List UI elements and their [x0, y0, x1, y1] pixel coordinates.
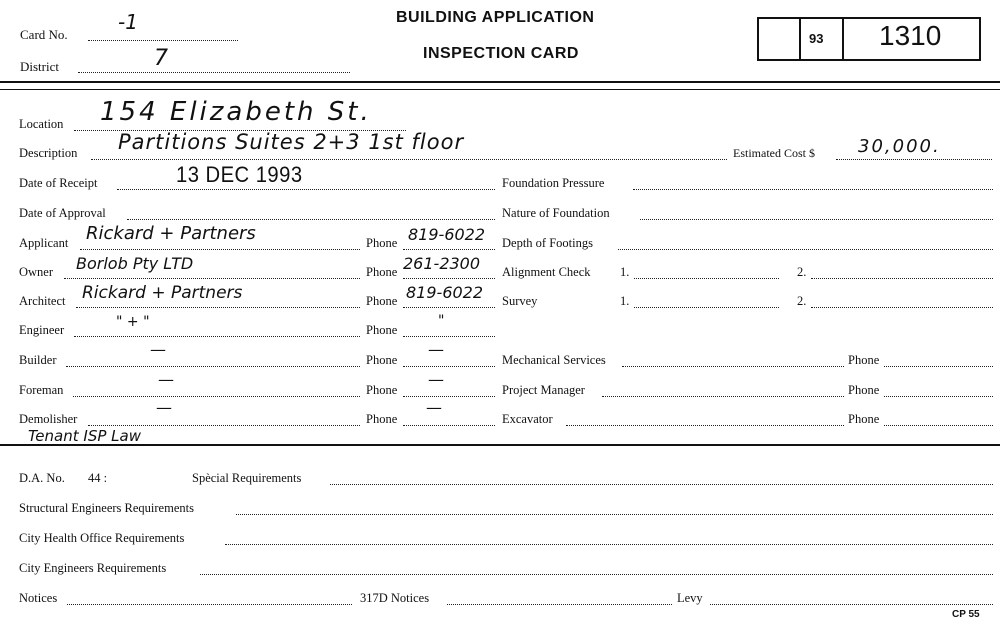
notices-317d-label: 317D Notices: [360, 591, 430, 605]
description-value: Partitions Suites 2+3 1st floor: [118, 130, 465, 154]
date-of-receipt-value: 13 DEC 1993: [176, 162, 303, 187]
alignment-check-label: Alignment Check: [502, 265, 591, 279]
district-line: [78, 72, 350, 73]
location-value: 154 Elizabeth St.: [100, 97, 372, 127]
alignment-check-line-2: [811, 278, 993, 279]
city-health-line: [225, 544, 993, 545]
survey-line-1: [634, 307, 779, 308]
project-manager-label: Project Manager: [502, 383, 585, 397]
header-divider-2: [0, 89, 1000, 90]
depth-of-footings-line: [618, 249, 993, 250]
city-engineers-label: City Engineers Requirements: [19, 561, 167, 575]
demolisher-label: Demolisher: [19, 412, 78, 426]
foreman-line: [73, 396, 360, 397]
card-no-line: [88, 40, 238, 41]
title-line-2: INSPECTION CARD: [423, 45, 579, 62]
box-number: 1310: [879, 20, 942, 51]
tenant-note: Tenant ISP Law: [28, 427, 141, 445]
engineer-phone-label: Phone: [366, 323, 398, 337]
estimated-cost-label: Estimated Cost $: [733, 146, 815, 160]
special-requirements-line: [330, 484, 993, 485]
notices-line: [67, 604, 352, 605]
owner-phone-value: 261-2300: [403, 254, 481, 273]
title-line-1: BUILDING APPLICATION: [396, 9, 595, 26]
architect-label: Architect: [19, 294, 66, 308]
demolisher-value: —: [156, 398, 172, 417]
foundation-pressure-line: [633, 189, 993, 190]
engineer-line: [74, 336, 360, 337]
applicant-line: [80, 249, 360, 250]
nature-of-foundation-label: Nature of Foundation: [502, 206, 610, 220]
builder-phone-line: [403, 366, 495, 367]
da-no-label: D.A. No.: [19, 471, 65, 485]
survey-num2: 2.: [797, 294, 807, 308]
foreman-phone-label: Phone: [366, 383, 398, 397]
owner-label: Owner: [19, 265, 54, 279]
levy-label: Levy: [677, 591, 703, 605]
nature-of-foundation-line: [640, 219, 993, 220]
alignment-check-num2: 2.: [797, 265, 807, 279]
applicant-phone-line: [403, 249, 495, 250]
form-code: CP 55: [952, 609, 980, 620]
description-label: Description: [19, 146, 78, 160]
owner-phone-label: Phone: [366, 265, 398, 279]
demolisher-line: [88, 425, 360, 426]
application-number-box: [757, 17, 981, 61]
middle-divider: [0, 444, 1000, 446]
location-label: Location: [19, 117, 64, 131]
engineer-label: Engineer: [19, 323, 65, 337]
applicant-phone-value: 819-6022: [408, 225, 486, 244]
structural-engineers-line: [236, 514, 993, 515]
architect-phone-value: 819-6022: [406, 283, 484, 302]
excavator-phone-line: [884, 425, 993, 426]
builder-phone-label: Phone: [366, 353, 398, 367]
foreman-label: Foreman: [19, 383, 64, 397]
date-of-approval-line: [127, 219, 495, 220]
mechanical-services-phone-label: Phone: [848, 353, 880, 367]
date-of-approval-label: Date of Approval: [19, 206, 106, 220]
excavator-phone-label: Phone: [848, 412, 880, 426]
mechanical-services-phone-line: [884, 366, 993, 367]
demolisher-phone-line: [403, 425, 495, 426]
architect-value: Rickard + Partners: [82, 283, 243, 303]
alignment-check-num1: 1.: [620, 265, 630, 279]
foundation-pressure-label: Foundation Pressure: [502, 176, 605, 190]
excavator-line: [566, 425, 844, 426]
survey-line-2: [811, 307, 993, 308]
mechanical-services-label: Mechanical Services: [502, 353, 606, 367]
date-of-receipt-line: [117, 189, 495, 190]
applicant-phone-label: Phone: [366, 236, 398, 250]
depth-of-footings-label: Depth of Footings: [502, 236, 593, 250]
description-line: [91, 159, 727, 160]
owner-phone-line: [403, 278, 495, 279]
engineer-phone-value: ": [438, 313, 445, 329]
builder-phone-value: —: [428, 340, 444, 359]
city-health-label: City Health Office Requirements: [19, 531, 185, 545]
project-manager-phone-line: [884, 396, 993, 397]
notices-317d-line: [447, 604, 672, 605]
levy-line: [710, 604, 993, 605]
district-label: District: [20, 59, 59, 74]
header-divider: [0, 81, 1000, 83]
foreman-value: —: [158, 370, 174, 389]
mechanical-services-line: [622, 366, 844, 367]
estimated-cost-value: 30,000.: [858, 136, 941, 157]
demolisher-phone-value: —: [426, 398, 442, 417]
applicant-label: Applicant: [19, 236, 69, 250]
district-value: 7: [154, 46, 168, 71]
architect-phone-line: [403, 307, 495, 308]
foreman-phone-line: [403, 396, 495, 397]
date-of-receipt-label: Date of Receipt: [19, 176, 98, 190]
foreman-phone-value: —: [428, 370, 444, 389]
builder-value: —: [150, 340, 166, 359]
owner-value: Borlob Pty LTD: [76, 254, 194, 273]
survey-label: Survey: [502, 294, 538, 308]
engineer-phone-line: [403, 336, 495, 337]
demolisher-phone-label: Phone: [366, 412, 398, 426]
owner-line: [64, 278, 360, 279]
project-manager-line: [602, 396, 844, 397]
estimated-cost-line: [836, 159, 992, 160]
notices-label: Notices: [19, 591, 58, 605]
survey-num1: 1.: [620, 294, 630, 308]
architect-phone-label: Phone: [366, 294, 398, 308]
special-requirements-label: Spècial Requirements: [192, 471, 302, 485]
city-engineers-line: [200, 574, 993, 575]
da-no-value: 44 :: [88, 471, 108, 485]
card-no-label: Card No.: [20, 27, 68, 42]
builder-label: Builder: [19, 353, 57, 367]
structural-engineers-label: Structural Engineers Requirements: [19, 501, 194, 515]
excavator-label: Excavator: [502, 412, 553, 426]
applicant-value: Rickard + Partners: [86, 223, 256, 244]
alignment-check-line-1: [634, 278, 779, 279]
box-year: 93: [809, 31, 824, 46]
engineer-value: " + ": [116, 314, 150, 330]
project-manager-phone-label: Phone: [848, 383, 880, 397]
card-no-value: -1: [118, 10, 138, 34]
architect-line: [76, 307, 360, 308]
builder-line: [66, 366, 360, 367]
